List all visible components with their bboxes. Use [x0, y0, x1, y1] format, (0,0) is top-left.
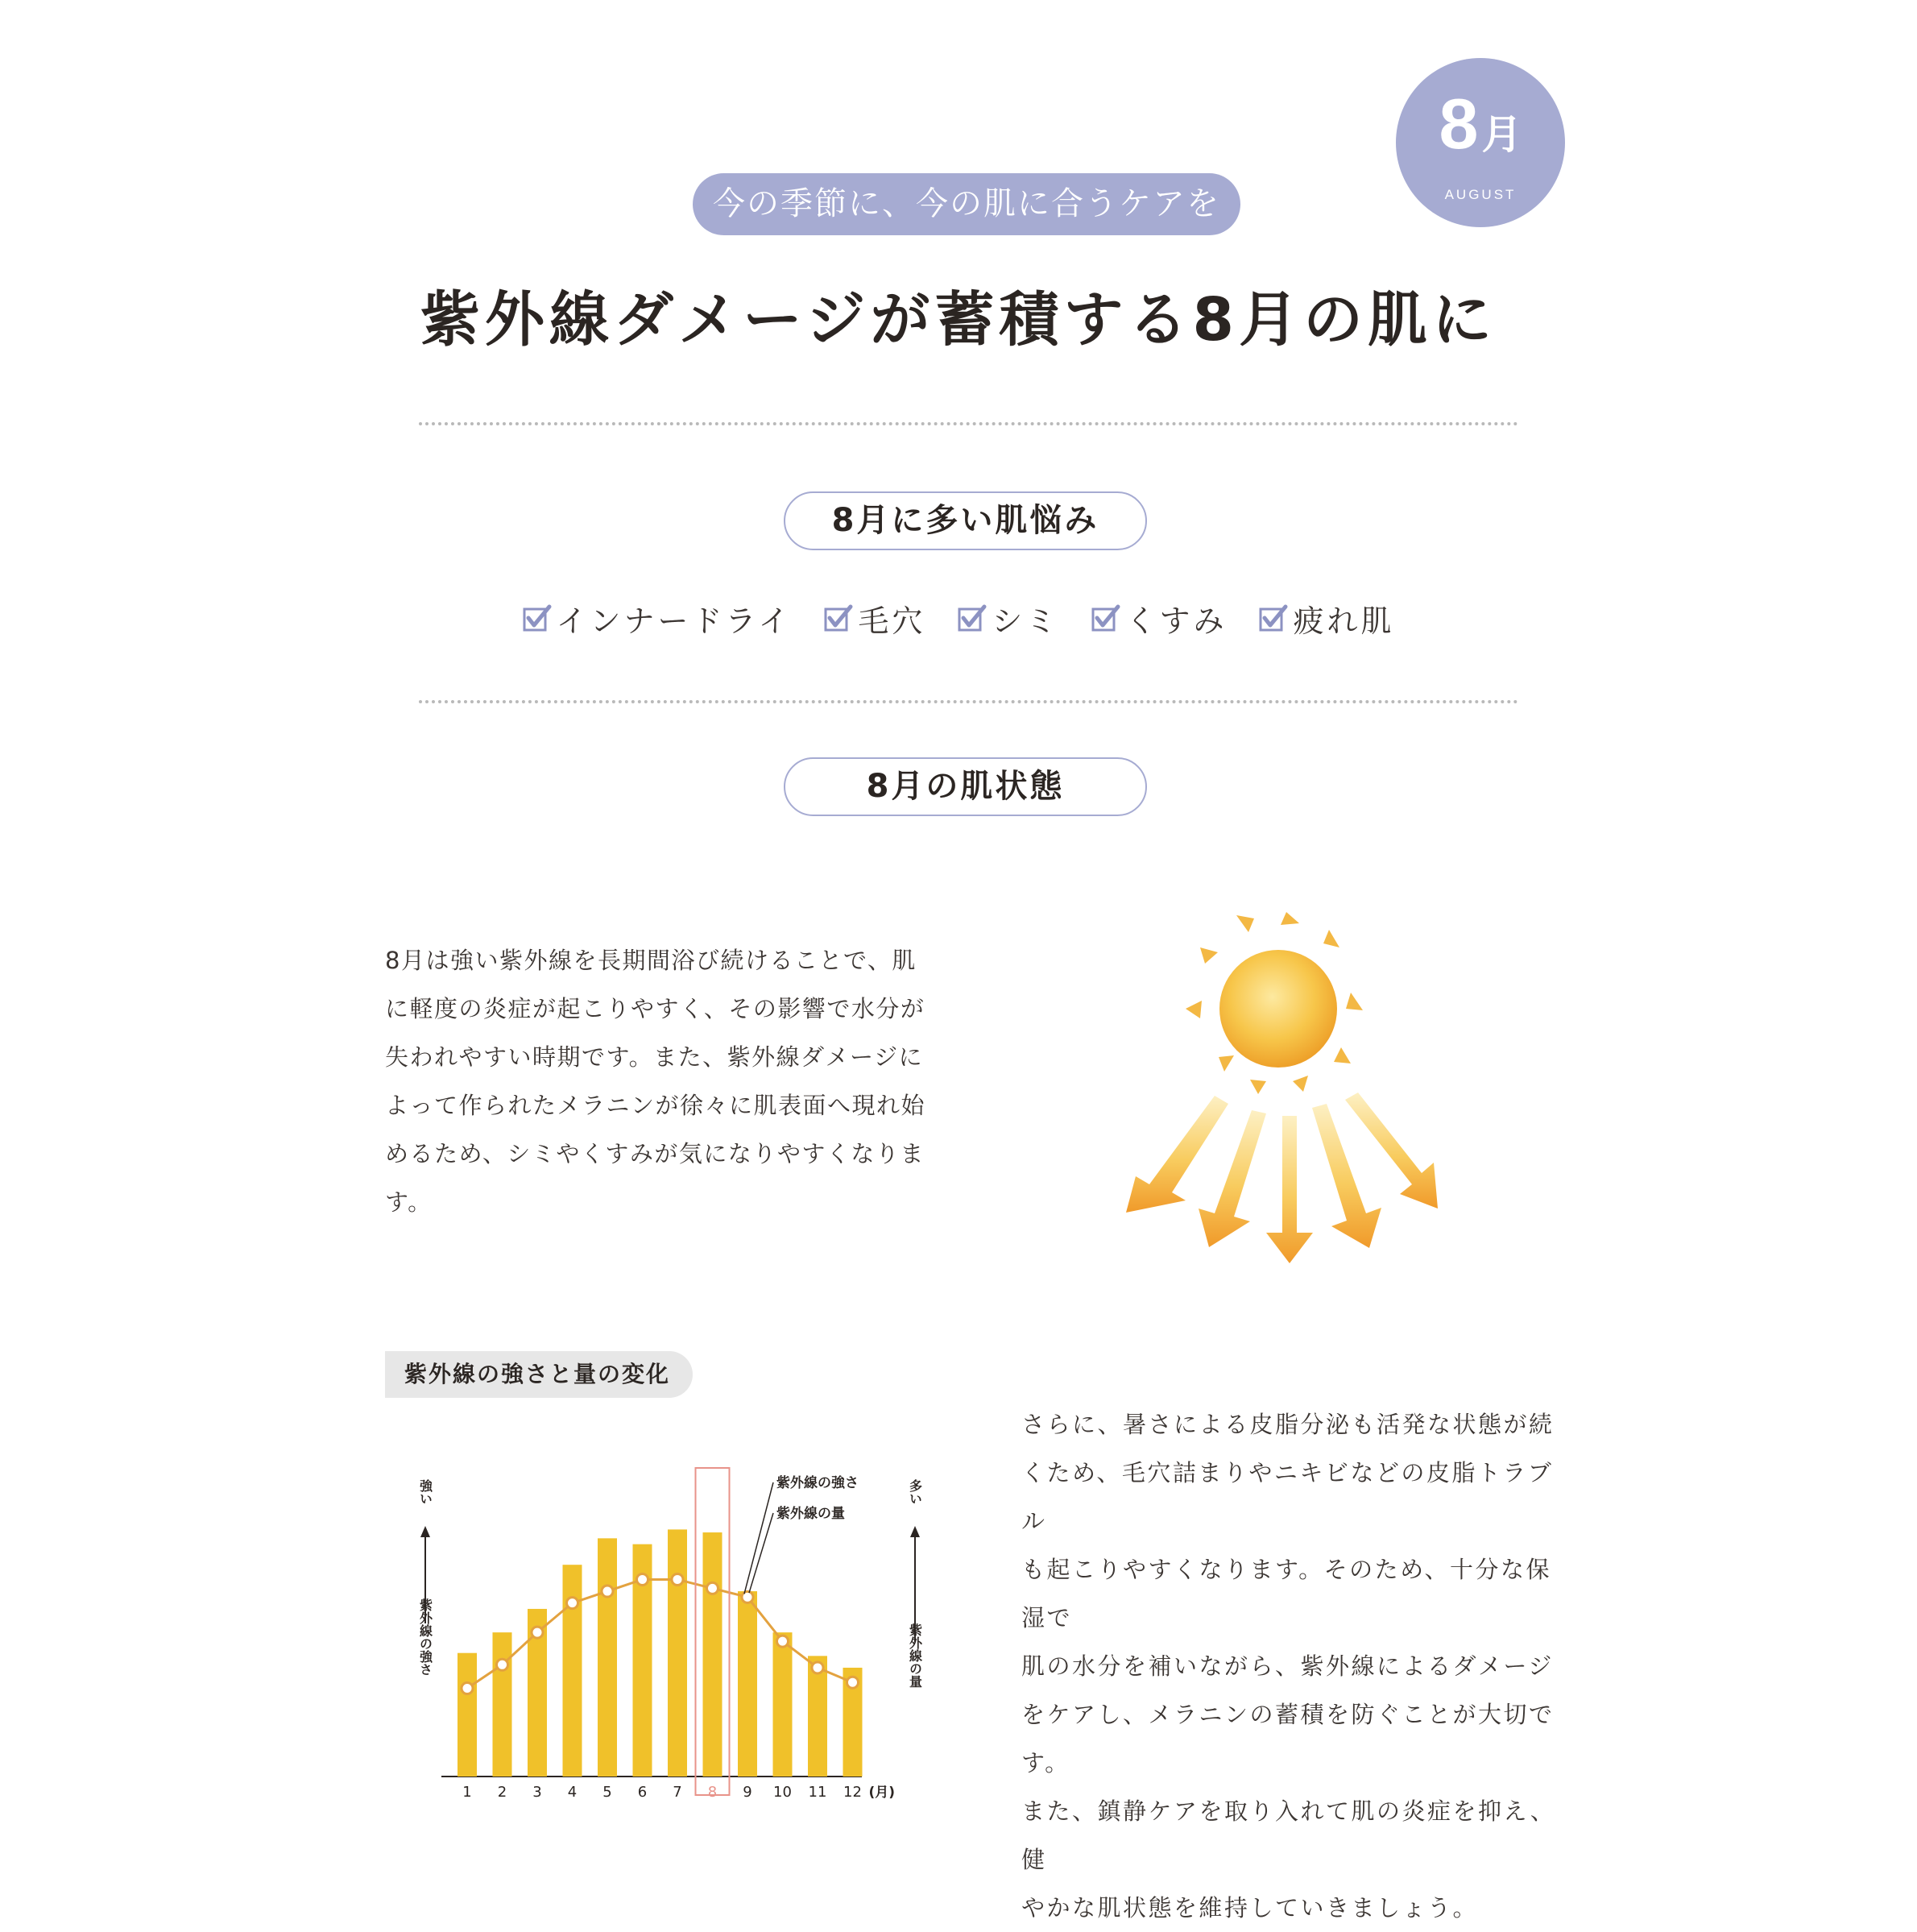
left-axis-top-label: 強い [417, 1479, 433, 1505]
right-axis-label: 紫外線の量 [907, 1623, 923, 1688]
x-tick-label: 12 [843, 1784, 862, 1801]
line-point-4 [567, 1598, 578, 1609]
line-point-5 [602, 1586, 613, 1597]
concern-label: 毛穴 [858, 603, 926, 639]
text-line: 8月は強い紫外線を長期間浴び続けることで、肌 [385, 947, 917, 974]
callout-amount-label: 紫外線の量 [776, 1506, 845, 1522]
right-axis-top-label: 多い [907, 1479, 923, 1505]
condition-heading: 8月の肌状態 [784, 757, 1147, 816]
dotted-divider [419, 700, 1518, 703]
line-point-7 [672, 1573, 683, 1585]
right-axis [908, 1478, 923, 1688]
text-line: に軽度の炎症が起こりやすく、その影響で水分が [385, 995, 925, 1022]
concern-item [1259, 596, 1394, 641]
bar-8 [703, 1532, 722, 1777]
badge-month-english: AUGUST [1444, 187, 1517, 202]
text-line: 肌の水分を補いながら、紫外線によるダメージ [1021, 1652, 1554, 1680]
x-tick-label: 4 [567, 1784, 578, 1801]
condition-paragraph-1 [385, 936, 933, 1226]
text-line: も起こりやすくなります。そのため、十分な保湿で [1021, 1556, 1552, 1631]
text-line: また、鎮静ケアを取り入れて肌の炎症を抑え、健 [1021, 1797, 1556, 1873]
checkbox-icon [958, 604, 987, 633]
chart-title: 紫外線の強さと量の変化 [385, 1351, 693, 1398]
text-line: さらに、暑さによる皮脂分泌も活発な状態が続 [1021, 1411, 1555, 1438]
x-tick-label: 1 [462, 1784, 472, 1801]
callout-strength-label: 紫外線の強さ [776, 1475, 859, 1491]
line-point-9 [742, 1591, 753, 1602]
line-point-6 [637, 1573, 648, 1585]
left-axis-label: 紫外線の強さ [417, 1598, 433, 1676]
line-point-2 [497, 1659, 508, 1670]
dotted-divider [419, 422, 1518, 425]
tagline-pill: 今の季節に、今の肌に合うケアを [693, 173, 1240, 235]
bar-1 [458, 1653, 477, 1777]
x-tick-label: 2 [497, 1784, 507, 1801]
x-tick-label: 9 [743, 1784, 752, 1801]
bar-2 [493, 1632, 512, 1777]
checkbox-icon [1091, 604, 1120, 633]
line-point-11 [812, 1662, 823, 1673]
text-line: やかな肌状態を維持していきましょう。 [1021, 1894, 1479, 1922]
line-point-8 [707, 1582, 718, 1594]
callout-leader-amount [749, 1513, 773, 1593]
x-tick-label: 7 [673, 1784, 682, 1801]
line-point-10 [777, 1636, 789, 1647]
x-unit-label: (月) [868, 1785, 896, 1801]
sun-illustration [1112, 910, 1450, 1265]
line-point-12 [847, 1677, 859, 1688]
checkbox-icon [523, 604, 552, 633]
page-title: 紫外線ダメージが蓄積する8月の肌に [420, 285, 1497, 354]
concern-label: インナードライ [556, 603, 793, 639]
left-axis [418, 1478, 433, 1676]
x-tick-label: 8 [707, 1784, 718, 1801]
uv-chart [403, 1458, 923, 1801]
concerns-list [0, 596, 1917, 641]
line-point-1 [462, 1683, 473, 1694]
checkbox-icon [824, 604, 853, 633]
concerns-heading: 8月に多い肌悩み [784, 491, 1147, 550]
concern-label: シミ [992, 603, 1060, 639]
sun-rays [1126, 1092, 1438, 1263]
concern-item [523, 596, 793, 641]
x-tick-label: 11 [808, 1784, 827, 1801]
bar-10 [773, 1632, 793, 1777]
bar-9 [738, 1591, 757, 1777]
x-tick-label: 3 [532, 1784, 542, 1801]
checkbox-icon [1259, 604, 1288, 633]
bar-7 [668, 1529, 687, 1777]
x-tick-label: 5 [602, 1784, 612, 1801]
condition-paragraph-2 [1021, 1400, 1561, 1932]
text-line: くため、毛穴詰まりやニキビなどの皮脂トラブル [1021, 1459, 1554, 1535]
month-badge [1396, 58, 1565, 227]
bar-5 [598, 1538, 617, 1777]
concern-label: くすみ [1125, 603, 1228, 639]
concern-item [958, 596, 1059, 641]
callout-leader-strength [744, 1482, 773, 1594]
concern-item [824, 596, 925, 641]
concern-item [1091, 596, 1227, 641]
x-tick-label: 10 [773, 1784, 792, 1801]
concern-label: 疲れ肌 [1293, 603, 1395, 639]
sun-disc [1219, 950, 1337, 1068]
uv-strength-line [467, 1579, 853, 1688]
text-line: よって作られたメラニンが徐々に肌表面へ現れ始 [385, 1092, 926, 1119]
text-line: をケアし、メラニンの蓄積を防ぐことが大切です。 [1021, 1701, 1555, 1777]
badge-month: 8月 [1439, 84, 1522, 164]
text-line: めるため、シミやくすみが気になりやすくなります。 [385, 1140, 925, 1216]
line-point-3 [532, 1627, 543, 1638]
x-tick-label: 6 [637, 1784, 648, 1801]
text-line: 失われやすい時期です。また、紫外線ダメージに [385, 1043, 924, 1071]
